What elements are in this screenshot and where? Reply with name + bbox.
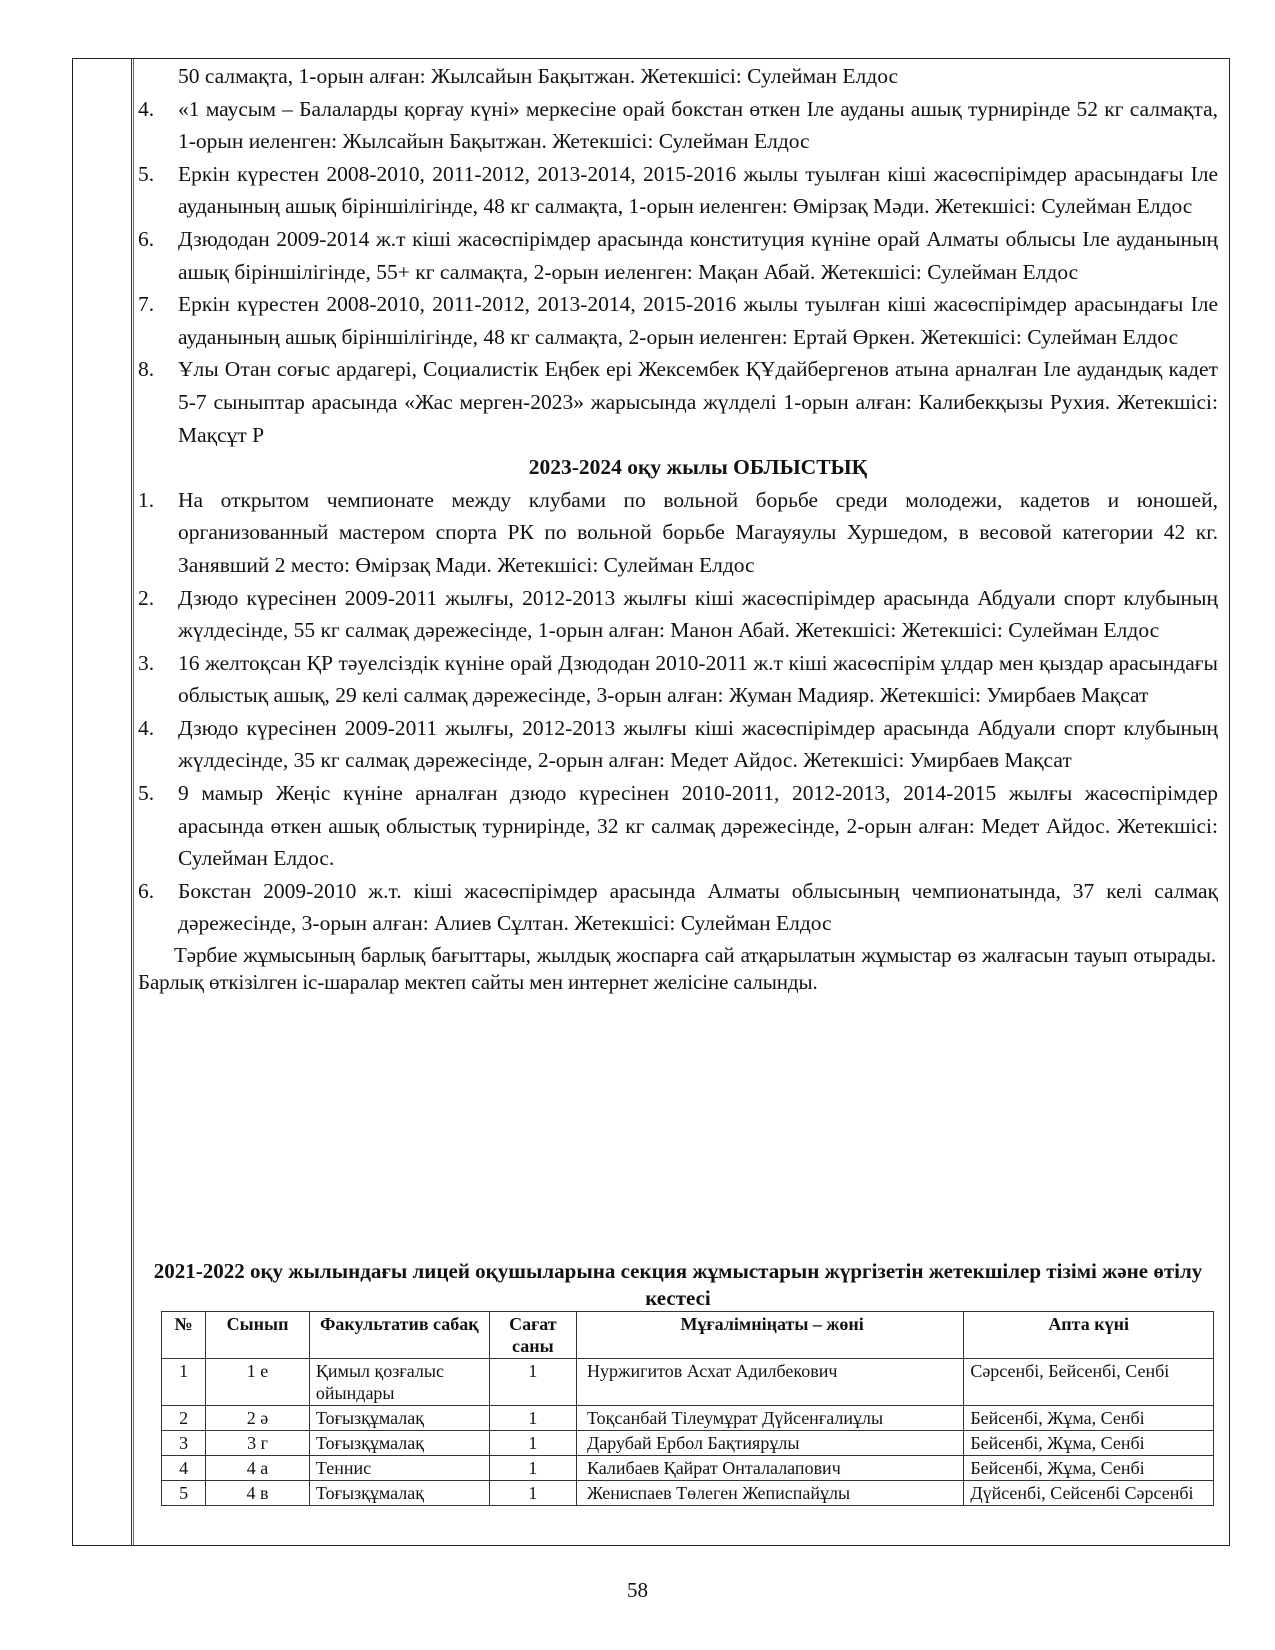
list-item [138, 582, 1218, 647]
schedule-table [161, 1311, 1214, 1506]
item-text: 9 мамыр Жеңіс күніне арналған дзюдо күресінен 2010-2011, 2012-2013, 2014-2015 жылғы жасөспірімдер арасында өткен ашық облыстық турнирінде, 32 кг салмақ дәрежесінде, 2-орын алған: Медет Айдос. Жетекшісі: Сулейман Елдос. [178, 781, 1218, 871]
item-text: Еркін күрестен 2008-2010, 2011-2012, 2013-2014, 2015-2016 жылы туылған кіші жасөспірімдер арасындағы Іле ауданының ашық біріншілігінде, 48 кг салмақта, 1-орын иеленген: Өмірзақ Мәди. Жетекшісі: Сулейман Елдос [178, 161, 1218, 219]
cell-no: 4 [162, 1456, 206, 1481]
list-item [138, 712, 1218, 777]
item-number: 4. [138, 96, 155, 121]
header-class: Сынып [206, 1312, 310, 1359]
list-item [138, 484, 1218, 582]
cell-hours: 1 [489, 1481, 576, 1506]
table-header-row [162, 1312, 1214, 1359]
cell-days: Бейсенбі, Жұма, Сенбі [964, 1406, 1214, 1431]
cell-subject: Теннис [309, 1456, 489, 1481]
closing-paragraph: Тәрбие жұмысының барлық бағыттары, жылдық жоспарға сай атқарылатын жұмыстар өз жалғасын тауып отырады. Барлық өткізілген іс-шаралар мектеп сайты мен интернет желісіне салынды. [138, 943, 1216, 995]
item-text: Бокстан 2009-2010 ж.т. кіші жасөспірімдер арасында Алматы облысының чемпионатында, 37 келі салмақ дәрежесінде, 3-орын алған: Алиев Сұлтан. Жетекшісі: Сулейман Елдос [178, 878, 1218, 936]
item-number: 5. [138, 161, 155, 186]
item-text: Дзюдодан 2009-2014 ж.т кіші жасөспірімдер арасында конституция күніне орай Алматы облысы Іле ауданының ашық біріншілігінде, 55+ кг салмақта, 2-орын иеленген: Мақан Абай. Жетекшісі: Сулейман Елдос [178, 226, 1218, 284]
cell-hours: 1 [489, 1456, 576, 1481]
district-awards-list [138, 93, 1218, 452]
section-heading: 2023-2024 оқу жылы ОБЛЫСТЫҚ [528, 455, 868, 480]
header-subject: Факультатив сабақ [309, 1312, 489, 1359]
cell-teacher: Жениспаев Төлеген Жеписпайұлы [577, 1481, 964, 1506]
cell-class: 1 е [206, 1359, 310, 1406]
list-item [138, 777, 1218, 875]
cell-no: 3 [162, 1431, 206, 1456]
list-item [138, 93, 1218, 158]
item-number: 6. [138, 878, 155, 903]
cell-teacher: Калибаев Қайрат Онталалапович [577, 1456, 964, 1481]
cell-subject: Қимыл қозғалыс ойындары [309, 1359, 489, 1406]
item-text: Еркін күрестен 2008-2010, 2011-2012, 2013-2014, 2015-2016 жылы туылған кіші жасөспірімдер арасындағы Іле ауданының ашық біріншілігінде, 48 кг салмақта, 2-орын иеленген: Ертай Өркен. Жетекшісі: Сулейман Елдос [178, 292, 1218, 349]
cell-class: 4 в [206, 1481, 310, 1506]
cell-class: 2 ә [206, 1406, 310, 1431]
item-text: Дзюдо күресінен 2009-2011 жылғы, 2012-2013 жылғы кіші жасөспірімдер арасында Абдуали спорт клубының жүлдесінде, 35 кг салмақ дәрежесінде, 2-орын алған: Медет Айдос. Жетекшісі: Умирбаев Мақсат [178, 715, 1218, 773]
item-number: 3. [138, 650, 155, 675]
item-text: Ұлы Отан соғыс ардагері, Социалистік Еңбек ері Жексембек ҚҰдайбергенов атына арналған Іле аудандық кадет 5-7 сыныптар арасында «Жас мерген-2023» жарысында жүлделі 1-орын алған: Калибекқызы Рухия. Жетекшісі: Мақсұт Р [178, 357, 1218, 447]
item-number: 7. [138, 292, 155, 317]
cell-class: 4 а [206, 1456, 310, 1481]
list-item [138, 223, 1218, 288]
regional-awards-list [138, 484, 1218, 940]
item-text: «1 маусым – Балаларды қорғау күні» меркесіне орай бокстан өткен Іле ауданы ашық турнирінде 52 кг салмақта, 1-орын иеленген: Жылсайын Бақытжан. Жетекшісі: Сулейман Елдос [178, 96, 1218, 154]
header-teacher: Мұғалімніңаты – жөні [577, 1312, 964, 1359]
list-item [138, 158, 1218, 223]
continuation-line: 50 салмақта, 1-орын алған: Жылсайын Бақытжан. Жетекшісі: Сулейман Елдос [178, 64, 899, 88]
cell-teacher: Дарубай Ербол Бақтиярұлы [577, 1431, 964, 1456]
item-number: 4. [138, 715, 155, 740]
cell-hours: 1 [489, 1406, 576, 1431]
list-item [138, 288, 1218, 353]
item-text: На открытом чемпионате между клубами по вольной борьбе среди молодежи, кадетов и юношей, организованный мастером спорта РК по вольной борьбе Магауяулы Хуршедом, в весовой категории 42 кг. Занявший 2 место: Өмірзақ Мади. Жетекшісі: Сулейман Елдос [178, 487, 1218, 577]
item-number: 6. [138, 226, 155, 251]
item-text: Дзюдо күресінен 2009-2011 жылғы, 2012-2013 жылғы кіші жасөспірімдер арасында Абдуали спорт клубының жүлдесінде, 55 кг салмақ дәрежесінде, 1-орын алған: Манон Абай. Жетекшісі: Жетекшісі: Сулейман Елдос [178, 585, 1218, 643]
table-row [162, 1456, 1214, 1481]
list-item [138, 353, 1218, 451]
table-row [162, 1359, 1214, 1406]
cell-teacher: Тоқсанбай Тілеумұрат Дүйсенғалиұлы [577, 1406, 964, 1431]
cell-teacher: Нуржигитов Асхат Адилбекович [577, 1359, 964, 1406]
header-no: № [162, 1312, 206, 1359]
cell-days: Сәрсенбі, Бейсенбі, Сенбі [964, 1359, 1214, 1406]
header-days: Апта күні [964, 1312, 1214, 1359]
cell-no: 2 [162, 1406, 206, 1431]
list-item [138, 875, 1218, 940]
cell-hours: 1 [489, 1359, 576, 1406]
cell-no: 1 [162, 1359, 206, 1406]
cell-hours: 1 [489, 1431, 576, 1456]
list-item [138, 647, 1218, 712]
cell-class: 3 г [206, 1431, 310, 1456]
table-row [162, 1431, 1214, 1456]
table-row [162, 1406, 1214, 1431]
table-title: 2021-2022 оқу жылындағы лицей оқушыларына секция жұмыстарын жүргізетін жетекшілер тізімі және өтілу кестесі [153, 1259, 1203, 1310]
item-number: 5. [138, 781, 155, 806]
cell-subject: Тоғызқұмалақ [309, 1431, 489, 1456]
header-hours: Сағат саны [489, 1312, 576, 1359]
column-divider [131, 59, 132, 1545]
cell-days: Бейсенбі, Жұма, Сенбі [964, 1431, 1214, 1456]
item-number: 1. [138, 487, 155, 512]
column-divider [133, 59, 134, 1545]
item-number: 8. [138, 357, 155, 382]
document-body [138, 60, 1218, 996]
item-text: 16 желтоқсан ҚР тәуелсіздік күніне орай Дзюдодан 2010-2011 ж.т кіші жасөспірім ұлдар мен қыздар арасындағы облыстық ашық, 29 келі салмақ дәрежесінде, 3-орын алған: Жуман Мадияр. Жетекшісі: Умирбаев Мақсат [178, 650, 1218, 708]
cell-no: 5 [162, 1481, 206, 1506]
item-number: 2. [138, 585, 155, 610]
cell-days: Бейсенбі, Жұма, Сенбі [964, 1456, 1214, 1481]
cell-subject: Тоғызқұмалақ [309, 1406, 489, 1431]
cell-subject: Тоғызқұмалақ [309, 1481, 489, 1506]
page-number: 58 [627, 1578, 648, 1602]
cell-days: Дүйсенбі, Сейсенбі Сәрсенбі [964, 1481, 1214, 1506]
table-row [162, 1481, 1214, 1506]
